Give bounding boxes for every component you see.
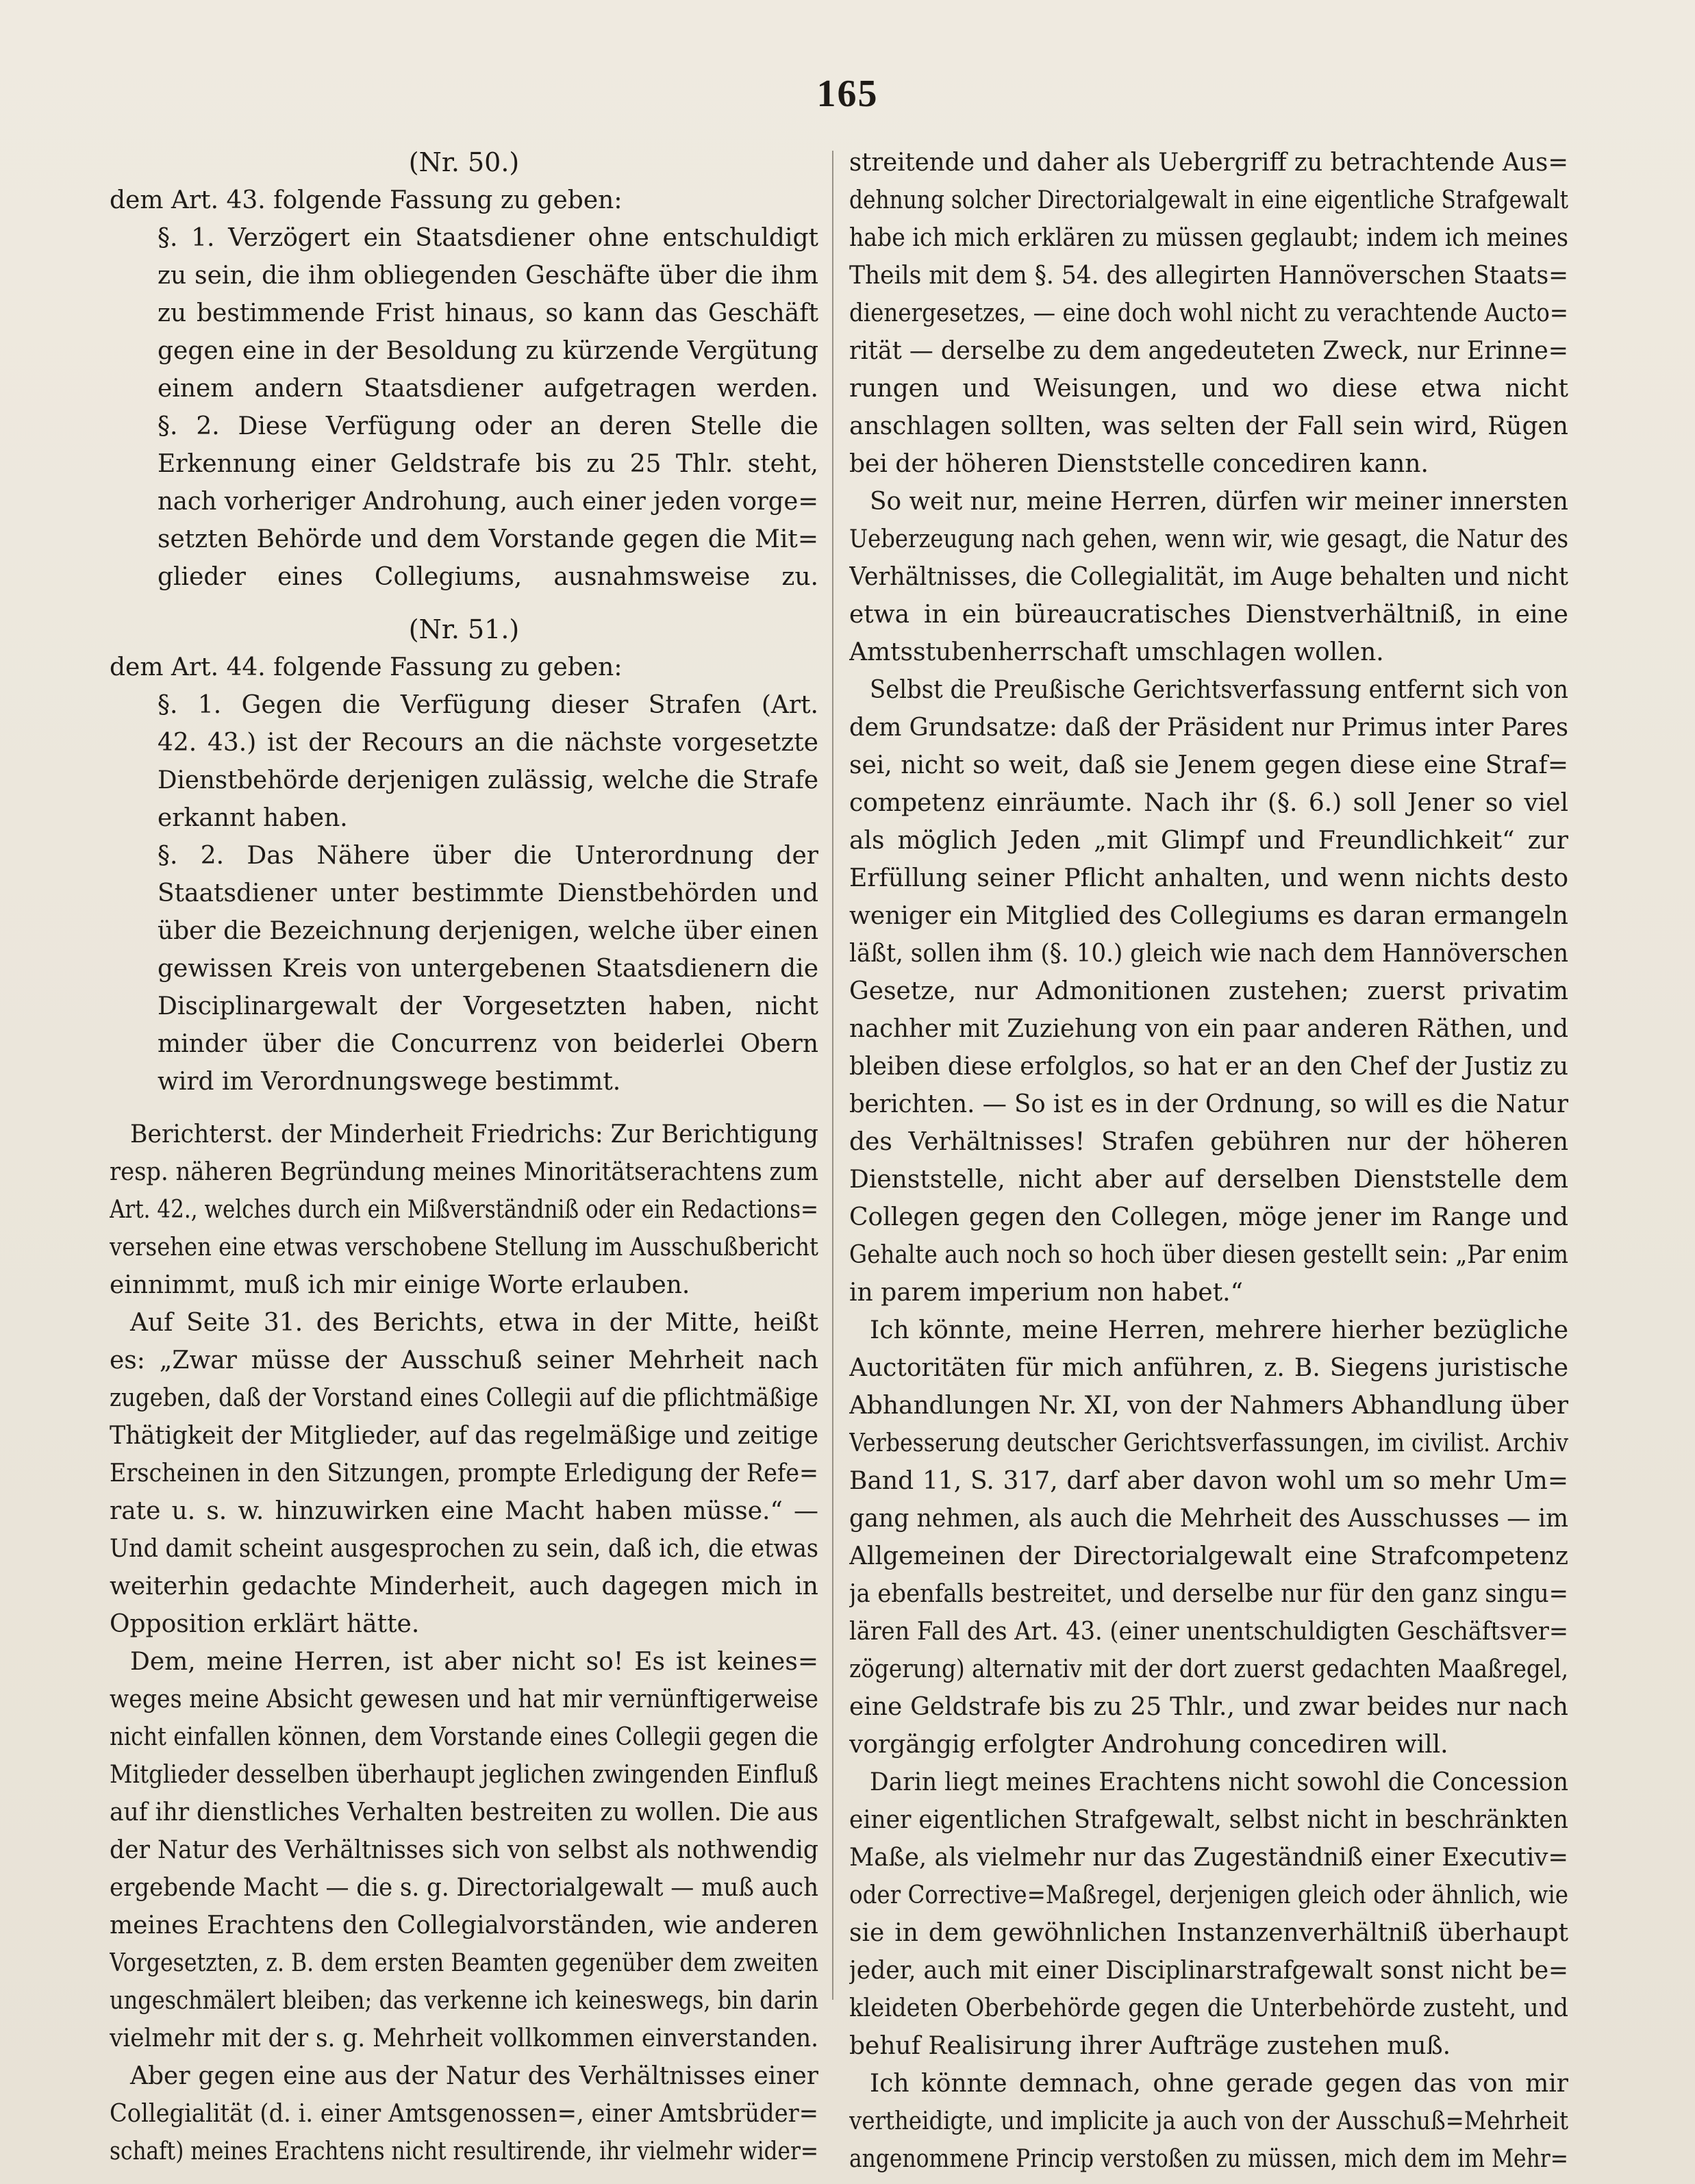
text-line: meines Erachtens den Collegialvorständen, wie anderen	[110, 1911, 818, 1940]
text-line: dem Art. 43. folgende Fassung zu geben:	[110, 186, 623, 214]
text-line: rate u. s. w. hinzuwirken eine Macht haben müsse.“ —	[110, 1497, 818, 1525]
text-line: vorgängig erfolgter Androhung concediren will.	[849, 1731, 1448, 1759]
text-line: Gesetze, nur Admonitionen zustehen; zuerst privatim	[849, 977, 1568, 1005]
text-line: Art. 42., welches durch ein Mißverständniß oder ein Redactions=	[110, 1196, 818, 1224]
text-line: Collegialität (d. i. einer Amtsgenossen=, einer Amtsbrüder=	[110, 2100, 818, 2128]
text-line: dem Art. 44. folgende Fassung zu geben:	[110, 653, 623, 681]
text-line: ungeschmälert bleiben; das verkenne ich keineswegs, bin darin	[110, 1987, 818, 2015]
text-line: einnimmt, muß ich mir einige Worte erlauben.	[110, 1271, 690, 1299]
text-line: Staatsdiener unter bestimmte Dienstbehörden und	[158, 879, 818, 907]
text-line: über die Bezeichnung derjenigen, welche über einen	[158, 917, 818, 945]
text-line: anschlagen sollten, was selten der Fall sein wird, Rügen	[849, 412, 1568, 440]
column-divider	[832, 151, 833, 2000]
text-line: dienergesetzes, — eine doch wohl nicht zu verachtende Aucto=	[849, 299, 1568, 327]
text-line: Thätigkeit der Mitglieder, auf das regelmäßige und zeitige	[110, 1422, 818, 1450]
text-line: habe ich mich erklären zu müssen geglaubt; indem ich meines	[849, 224, 1568, 252]
text-line: So weit nur, meine Herren, dürfen wir meiner innersten	[870, 488, 1568, 516]
text-line: Erfüllung seiner Pflicht anhalten, und wenn nichts desto	[849, 864, 1568, 892]
text-line: Aber gegen eine aus der Natur des Verhältnisses einer	[130, 2062, 818, 2090]
text-line: Selbst die Preußische Gerichtsverfassung entfernt sich von	[870, 676, 1568, 704]
text-line: kleideten Oberbehörde gegen die Unterbehörde zusteht, und	[849, 1994, 1568, 2022]
text-line: Ich könnte, meine Herren, mehrere hierher bezügliche	[870, 1316, 1568, 1344]
text-line: gewissen Kreis von untergebenen Staatsdienern die	[158, 955, 818, 983]
text-line: Auctoritäten für mich anführen, z. B. Siegens juristische	[849, 1354, 1568, 1382]
text-line: zu sein, die ihm obliegenden Geschäfte über die ihm	[158, 262, 818, 290]
text-line: sei, nicht so weit, daß sie Jenem gegen diese eine Straf=	[849, 751, 1568, 779]
text-line: nicht einfallen können, dem Vorstande eines Collegii gegen die	[110, 1723, 818, 1751]
text-line: Auf Seite 31. des Berichts, etwa in der Mitte, heißt	[130, 1309, 818, 1337]
text-line: einer eigentlichen Strafgewalt, selbst nicht in beschränkten	[849, 1806, 1568, 1834]
text-line: der Natur des Verhältnisses sich von selbst als nothwendig	[110, 1836, 818, 1864]
text-line: es: „Zwar müsse der Ausschuß seiner Mehrheit nach	[110, 1346, 818, 1375]
text-line: §. 2. Diese Verfügung oder an deren Stelle die	[158, 412, 818, 440]
text-line: dem Grundsatze: daß der Präsident nur Primus inter Pares	[849, 714, 1568, 742]
text-line: Ueberzeugung nach gehen, wenn wir, wie gesagt, die Natur des	[849, 525, 1568, 553]
text-line: ja ebenfalls bestreitet, und derselbe nur für den ganz singu=	[849, 1580, 1568, 1608]
text-line: zu bestimmende Frist hinaus, so kann das Geschäft	[158, 299, 818, 327]
text-line: Dienststelle, nicht aber auf derselben Dienststelle dem	[849, 1166, 1568, 1194]
text-line: als möglich Jeden „mit Glimpf und Freundlichkeit“ zur	[849, 827, 1568, 855]
text-line: bei der höheren Dienststelle concediren kann.	[849, 450, 1429, 478]
text-line: Dem, meine Herren, ist aber nicht so! Es ist keines=	[130, 1648, 818, 1676]
text-line: wird im Verordnungswege bestimmt.	[158, 1068, 621, 1096]
text-line: schaft) meines Erachtens nicht resultirende, ihr vielmehr wider=	[110, 2137, 818, 2166]
text-line: Und damit scheint ausgesprochen zu sein, daß ich, die etwas	[110, 1535, 818, 1563]
text-line: setzten Behörde und dem Vorstande gegen die Mit=	[158, 525, 818, 553]
text-line: Berichterst. der Minderheit Friedrichs: Zur Berichtigung	[130, 1120, 818, 1149]
text-line: Darin liegt meines Erachtens nicht sowohl die Concession	[870, 1768, 1568, 1796]
text-line: vielmehr mit der s. g. Mehrheit vollkommen einverstanden.	[110, 2024, 818, 2053]
text-line: Collegen gegen den Collegen, möge jener im Range und	[849, 1203, 1568, 1231]
text-line: gegen eine in der Besoldung zu kürzende Vergütung	[158, 337, 818, 365]
text-line: etwa in ein büreaucratisches Dienstverhältniß, in eine	[849, 601, 1568, 629]
text-line: auf ihr dienstliches Verhalten bestreiten zu wollen. Die aus	[110, 1798, 818, 1827]
text-line: weiterhin gedachte Minderheit, auch dagegen mich in	[110, 1572, 818, 1601]
text-line: Opposition erklärt hätte.	[110, 1610, 420, 1638]
text-line: jeder, auch mit einer Disciplinarstrafgewalt sonst nicht be=	[849, 1957, 1568, 1985]
page-number: 165	[816, 73, 879, 115]
text-line: weges meine Absicht gewesen und hat mir vernünftigerweise	[110, 1685, 818, 1714]
text-line: streitende und daher als Uebergriff zu betrachtende Aus=	[849, 149, 1568, 177]
text-line: Theils mit dem §. 54. des allegirten Hannöverschen Staats=	[849, 262, 1568, 290]
text-line: dehnung solcher Directorialgewalt in eine eigentliche Strafgewalt	[849, 186, 1568, 214]
section-nr-50	[110, 181, 818, 596]
text-line: glieder eines Collegiums, ausnahmsweise zu.	[158, 563, 818, 591]
text-line: Dienstbehörde derjenigen zulässig, welche die Strafe	[158, 766, 818, 794]
text-line: angenommene Princip verstoßen zu müssen, mich dem im Mehr=	[849, 2145, 1568, 2173]
text-line: 42. 43.) ist der Recours an die nächste vorgesetzte	[158, 729, 818, 757]
text-line: §. 1. Verzögert ein Staatsdiener ohne entschuldigt	[158, 224, 818, 252]
text-line: competenz einräumte. Nach ihr (§. 6.) soll Jener so viel	[849, 789, 1568, 817]
text-line: Erscheinen in den Sitzungen, prompte Erledigung der Refe=	[110, 1459, 818, 1488]
text-line: versehen eine etwas verschobene Stellung im Ausschußbericht	[110, 1233, 818, 1262]
text-line: Ich könnte demnach, ohne gerade gegen das von mir	[870, 2070, 1568, 2098]
text-line: §. 1. Gegen die Verfügung dieser Strafen (Art.	[158, 691, 818, 719]
text-line: zögerung) alternativ mit der dort zuerst gedachten Maaßregel,	[849, 1655, 1568, 1683]
text-line: bleiben diese erfolglos, so hat er an den Chef der Justiz zu	[849, 1053, 1568, 1081]
minority-report-text	[110, 1116, 818, 2170]
right-column	[849, 144, 1568, 2178]
text-line: zugeben, daß der Vorstand eines Collegii auf die pflichtmäßige	[110, 1384, 818, 1412]
text-line: Maße, als vielmehr nur das Zugeständniß einer Executiv=	[849, 1844, 1568, 1872]
left-column	[110, 144, 818, 2170]
text-line: Vorgesetzten, z. B. dem ersten Beamten gegenüber dem zweiten	[110, 1949, 818, 1977]
text-line: rität — derselbe zu dem angedeuteten Zweck, nur Erinne=	[849, 337, 1568, 365]
section-heading-nr-50: (Nr. 50.)	[408, 147, 520, 177]
text-line: rungen und Weisungen, und wo diese etwa nicht	[849, 375, 1568, 403]
text-line: eine Geldstrafe bis zu 25 Thlr., und zwar beides nur nach	[849, 1693, 1568, 1721]
text-line: nachher mit Zuziehung von ein paar anderen Räthen, und	[849, 1015, 1568, 1043]
text-line: resp. näheren Begründung meines Minoritätserachtens zum	[110, 1158, 818, 1186]
text-line: Disciplinargewalt der Vorgesetzten haben, nicht	[158, 992, 818, 1020]
text-line: in parem imperium non habet.“	[849, 1279, 1244, 1307]
text-line: Erkennung einer Geldstrafe bis zu 25 Thlr. steht,	[158, 450, 818, 478]
section-heading-nr-51: (Nr. 51.)	[408, 614, 520, 644]
text-line: oder Corrective=Maßregel, derjenigen gleich oder ähnlich, wie	[849, 1881, 1568, 1909]
text-line: berichten. — So ist es in der Ordnung, so will es die Natur	[849, 1090, 1568, 1118]
right-column-text	[849, 144, 1568, 2178]
text-line: minder über die Concurrenz von beiderlei Obern	[158, 1030, 818, 1058]
text-line: vertheidigte, und implicite ja auch von der Ausschuß=Mehrheit	[849, 2107, 1568, 2135]
text-line: läßt, sollen ihm (§. 10.) gleich wie nach dem Hannöverschen	[849, 940, 1568, 968]
text-line: nach vorheriger Androhung, auch einer jeden vorge=	[158, 488, 818, 516]
text-line: weniger ein Mitglied des Collegiums es daran ermangeln	[849, 902, 1568, 930]
text-line: Gehalte auch noch so hoch über diesen gestellt sein: „Par enim	[849, 1241, 1568, 1269]
text-line: gang nehmen, als auch die Mehrheit des Ausschusses — im	[849, 1505, 1568, 1533]
text-line: ergebende Macht — die s. g. Directorialgewalt — muß auch	[110, 1874, 818, 1902]
text-line: Band 11, S. 317, darf aber davon wohl um so mehr Um=	[849, 1467, 1568, 1495]
text-line: einem andern Staatsdiener aufgetragen werden.	[158, 375, 818, 403]
text-line: erkannt haben.	[158, 804, 348, 832]
text-line: Verhältnisses, die Collegialität, im Auge behalten und nicht	[849, 563, 1568, 591]
text-line: §. 2. Das Nähere über die Unterordnung der	[158, 842, 818, 870]
text-line: lären Fall des Art. 43. (einer unentschuldigten Geschäftsver=	[849, 1618, 1568, 1646]
text-line: Amtsstubenherrschaft umschlagen wollen.	[849, 638, 1384, 666]
text-line: sie in dem gewöhnlichen Instanzenverhältniß überhaupt	[849, 1919, 1568, 1947]
section-nr-51	[110, 649, 818, 1101]
text-line: Abhandlungen Nr. XI, von der Nahmers Abhandlung über	[849, 1392, 1568, 1420]
text-line: Verbesserung deutscher Gerichtsverfassungen, im civilist. Archiv	[849, 1429, 1568, 1457]
text-line: Mitglieder desselben überhaupt jeglichen zwingenden Einfluß	[110, 1761, 818, 1789]
text-line: Allgemeinen der Directorialgewalt eine Strafcompetenz	[849, 1542, 1568, 1570]
text-line: des Verhältnisses! Strafen gebühren nur der höheren	[849, 1128, 1568, 1156]
text-line: behuf Realisirung ihrer Aufträge zustehen muß.	[849, 2032, 1451, 2060]
